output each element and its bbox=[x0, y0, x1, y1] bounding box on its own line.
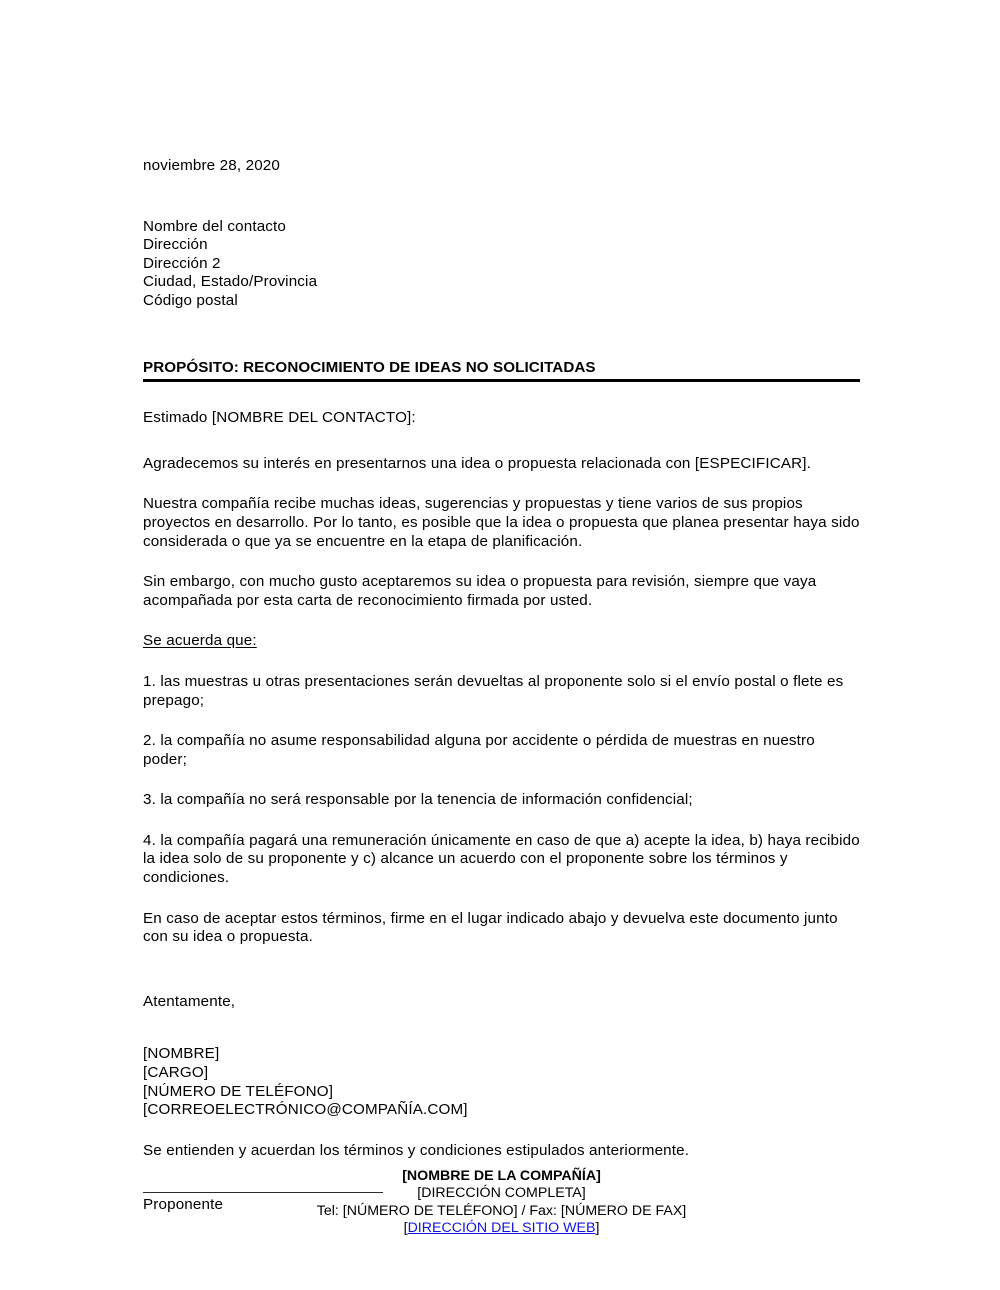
acceptance-statement: Se entienden y acuerdan los términos y condiciones estipulados anteriormente. bbox=[143, 1141, 690, 1159]
address-line-1: Dirección bbox=[143, 236, 208, 254]
letter-body bbox=[143, 157, 860, 1215]
term-item-1: 1. las muestras u otras presentaciones serán devueltas al proponente solo si el envío postal o flete es prepago; bbox=[143, 672, 844, 709]
paragraph-acceptance-condition: Sin embargo, con mucho gusto aceptaremos su idea o propuesta para revisión, siempre que vaya acompañada por esta carta de reconocimiento firmada por usted. bbox=[143, 573, 817, 609]
footer-bracket-open: [ bbox=[403, 1220, 408, 1237]
signer-email: [CORREOELECTRÓNICO@COMPAÑÍA.COM] bbox=[143, 1101, 468, 1119]
footer-bracket-close: ] bbox=[595, 1220, 600, 1237]
address-line-postal-code: Código postal bbox=[143, 291, 238, 309]
signer-block bbox=[143, 1011, 860, 1119]
salutation: Estimado [NOMBRE DEL CONTACTO]: bbox=[143, 409, 416, 427]
footer-website-link[interactable]: DIRECCIÓN DEL SITIO WEB bbox=[407, 1220, 596, 1237]
recipient-address-block bbox=[143, 176, 860, 311]
letter-date: noviembre 28, 2020 bbox=[143, 157, 280, 174]
signer-phone: [NÚMERO DE TELÉFONO] bbox=[143, 1082, 334, 1100]
footer-company-name: [NOMBRE DE LA COMPAÑÍA] bbox=[402, 1168, 601, 1184]
term-item-3: 3. la compañía no será responsable por la tenencia de información confidencial; bbox=[143, 791, 693, 809]
footer-address: [DIRECCIÓN COMPLETA] bbox=[417, 1185, 586, 1202]
page-footer bbox=[143, 1168, 860, 1238]
term-item-4: 4. la compañía pagará una remuneración únicamente en caso de que a) acepte la idea, b) haya recibido la idea solo de su proponente y c) alcance un acuerdo con el proponente sobre los términos y condiciones. bbox=[143, 831, 860, 887]
agreement-intro bbox=[143, 610, 860, 651]
address-line-city-state: Ciudad, Estado/Provincia bbox=[143, 273, 318, 291]
footer-website-line bbox=[143, 1220, 860, 1237]
signature-label: Proponente bbox=[143, 1196, 224, 1214]
subject-section bbox=[143, 311, 860, 383]
paragraph-closing-instruction: En caso de aceptar estos términos, firme en el lugar indicado abajo y devuelva este documento junto con su idea o propuesta. bbox=[143, 909, 838, 946]
subject-heading: PROPÓSITO: RECONOCIMIENTO DE IDEAS NO SOLICITADAS bbox=[143, 358, 596, 376]
address-line-2: Dirección 2 bbox=[143, 254, 221, 272]
agreement-intro-text: Se acuerda que: bbox=[143, 632, 257, 650]
sincerely-line: Atentamente, bbox=[143, 992, 236, 1010]
paragraph-intro: Agradecemos su interés en presentarnos una idea o propuesta relacionada con [ESPECIFICAR]. bbox=[143, 454, 811, 472]
paragraph-company-ideas: Nuestra compañía recibe muchas ideas, sugerencias y propuestas y tiene varios de sus propios proyectos en desarrollo. Por lo tanto, es posible que la idea o propuesta que planea presentar haya sido considerada o que ya se encuentre en la etapa de planificación. bbox=[143, 495, 860, 550]
address-line-name: Nombre del contacto bbox=[143, 217, 287, 235]
signer-name: [NOMBRE] bbox=[143, 1045, 220, 1063]
signer-title: [CARGO] bbox=[143, 1064, 209, 1082]
term-item-2: 2. la compañía no asume responsabilidad alguna por accidente o pérdida de muestras en nuestro poder; bbox=[143, 732, 815, 768]
footer-phone-fax: Tel: [NÚMERO DE TELÉFONO] / Fax: [NÚMERO DE FAX] bbox=[316, 1202, 687, 1219]
